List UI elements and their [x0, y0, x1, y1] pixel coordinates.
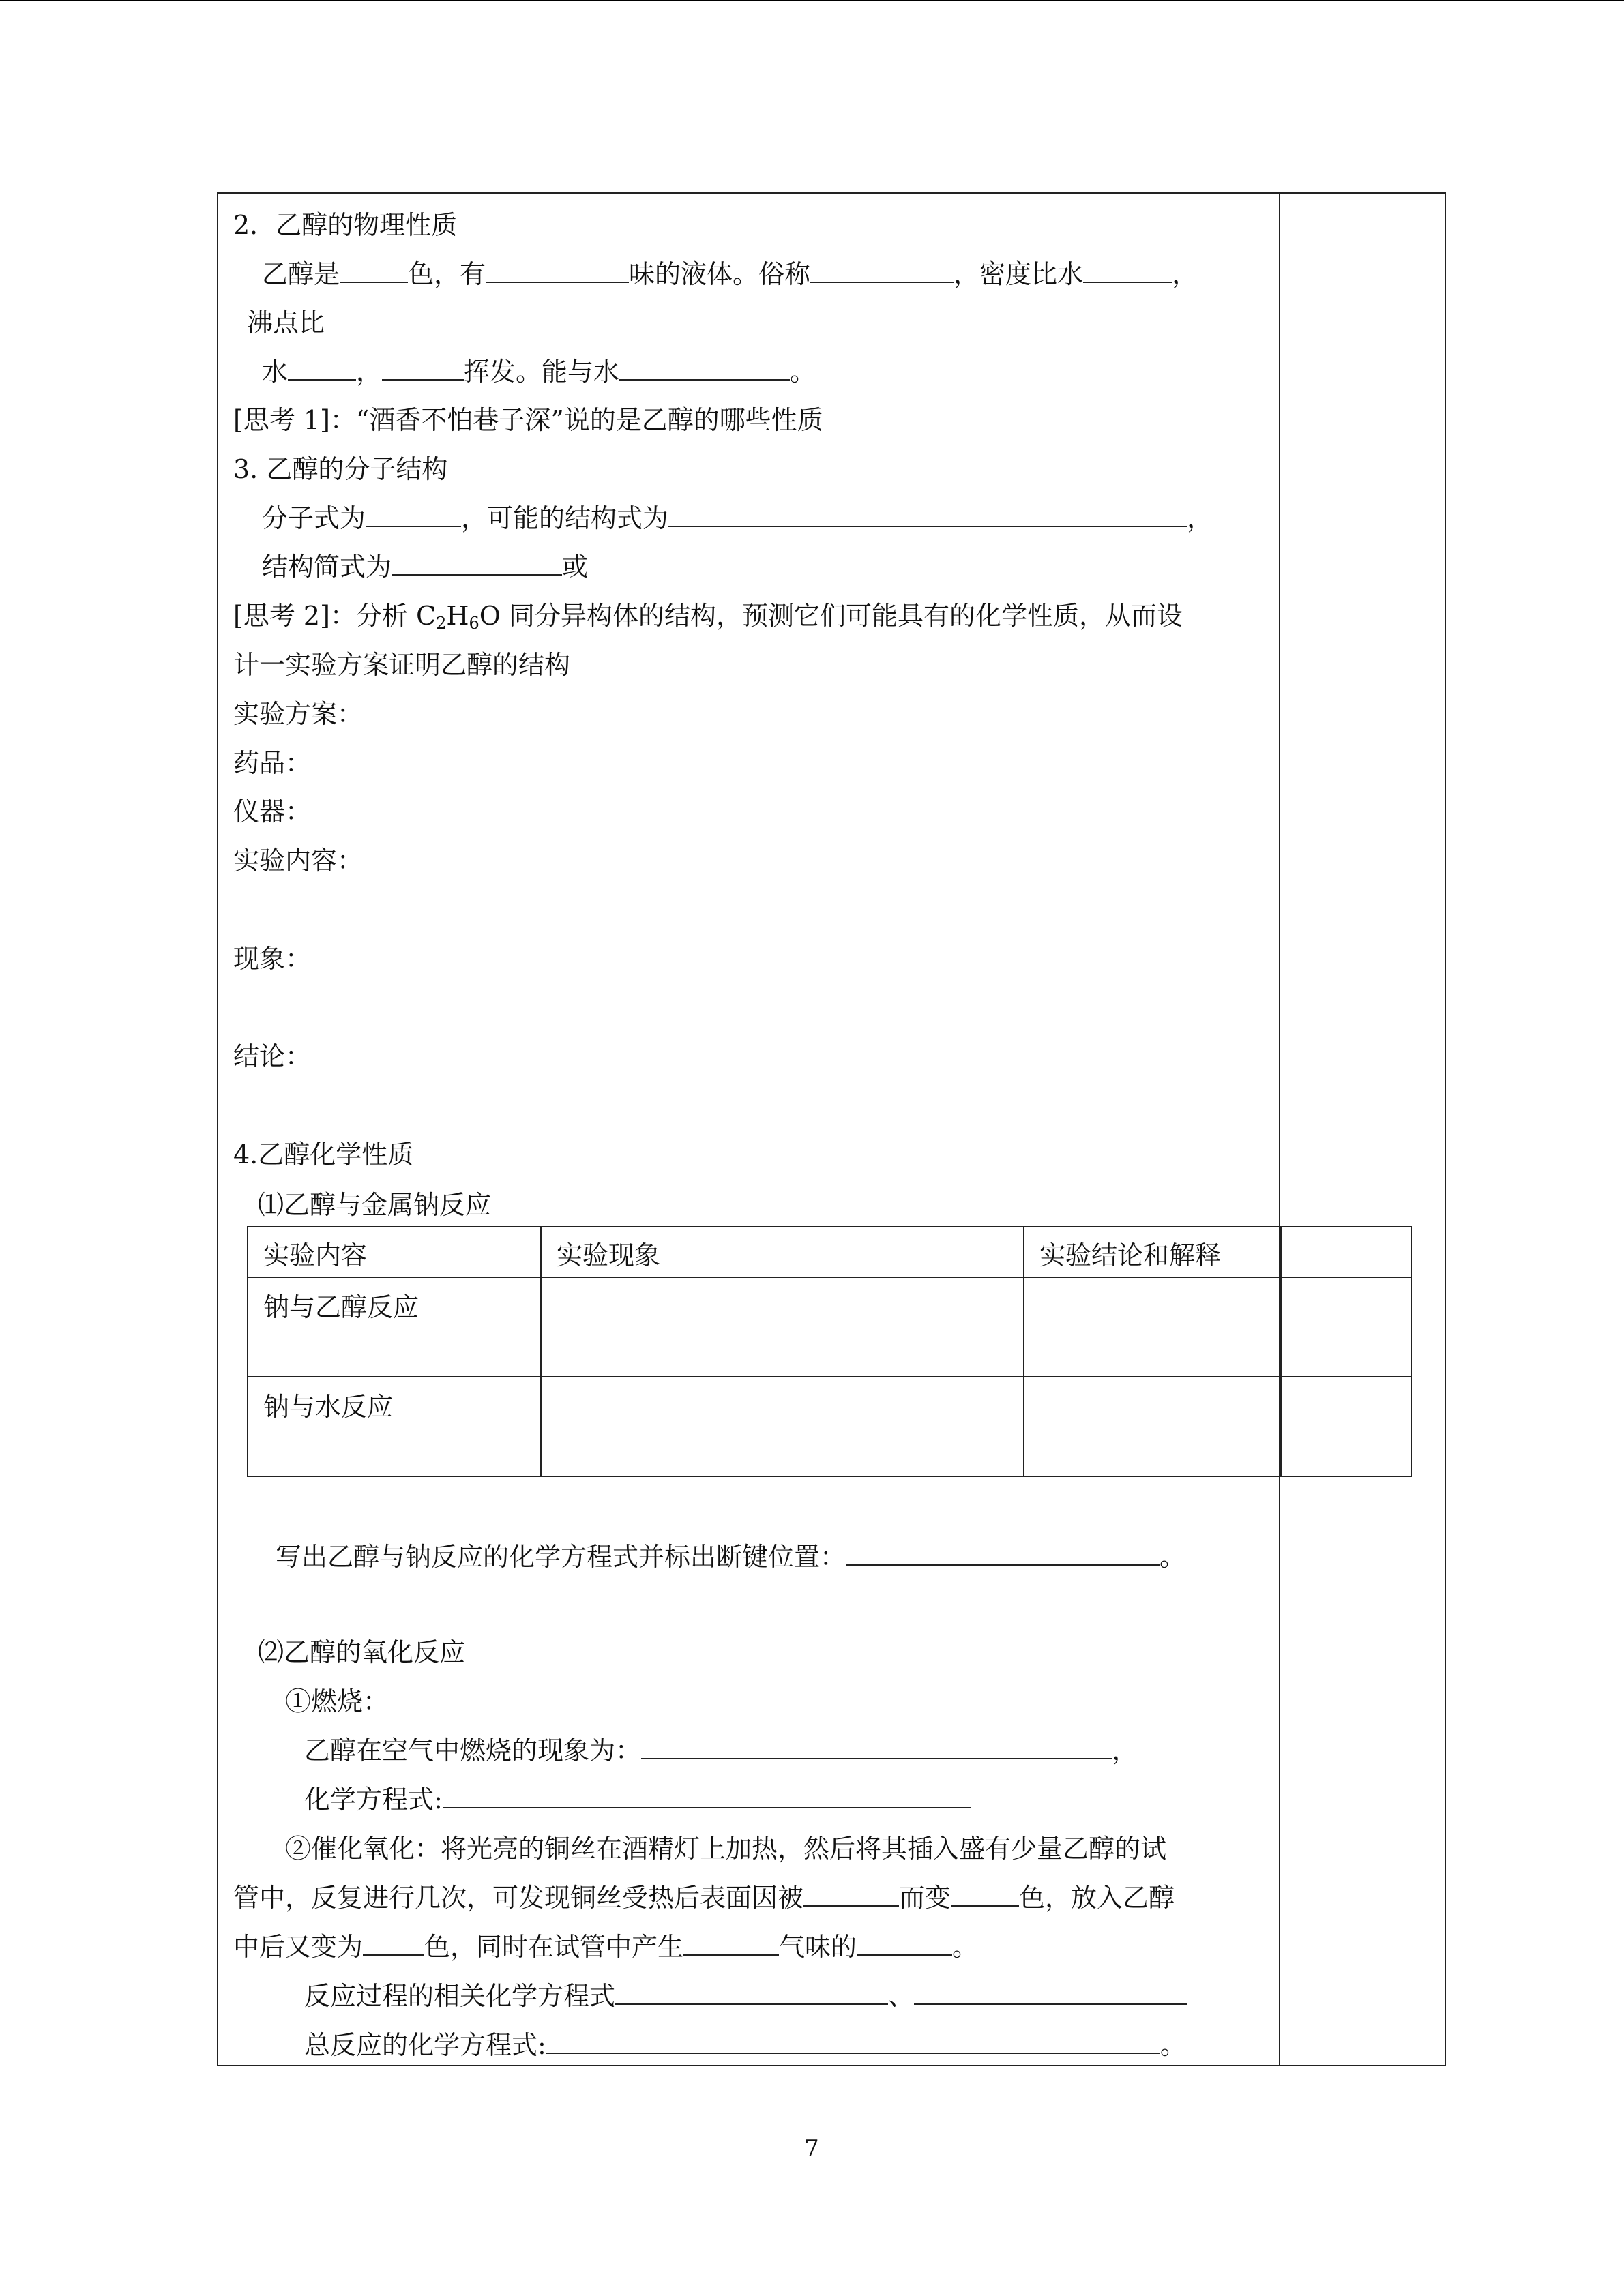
text: 色，同时在试管中产生 — [424, 1932, 684, 1962]
experiment-scheme-label: 实验方案： — [233, 699, 364, 729]
phenomenon-label: 现象： — [233, 944, 312, 974]
header-cell: 实验内容 — [248, 1227, 541, 1277]
blank-smell[interactable] — [486, 257, 629, 283]
physical-properties-line-3 — [262, 355, 816, 389]
text: 管中，反复进行几次，可发现铜丝受热后表面因被 — [233, 1883, 804, 1913]
catalytic-oxidation-line-3 — [233, 1930, 978, 1964]
oxidation-title: ⑵乙醇的氧化反应 — [258, 1637, 466, 1667]
equation-prompt — [276, 1540, 1185, 1574]
text: 。 — [1160, 2030, 1186, 2060]
drugs-label: 药品： — [233, 748, 312, 778]
instruments-label: 仪器： — [233, 796, 312, 826]
phenomenon-cell[interactable] — [541, 1277, 1024, 1377]
think-1: [思考 1]：“酒香不怕巷子深”说的是乙醇的哪些性质 — [233, 405, 823, 435]
blank-sodium-equation[interactable] — [846, 1540, 1160, 1566]
subscript: 6 — [469, 614, 479, 633]
catalytic-oxidation-line-2 — [233, 1881, 1175, 1915]
text: 、 — [888, 1981, 915, 2011]
row-content-cell: 钠与乙醇反应 — [248, 1277, 541, 1377]
margin-column-divider — [1279, 192, 1280, 2066]
blank-combustion-equation[interactable] — [443, 1783, 971, 1808]
text: 写出乙醇与钠反应的化学方程式并标出断键位置： — [276, 1542, 846, 1572]
text: ，密度比水 — [954, 259, 1084, 289]
blank-solubility[interactable] — [619, 355, 790, 381]
phenomenon-cell[interactable] — [541, 1377, 1024, 1476]
combustion-equation-line — [304, 1783, 971, 1817]
empty-cell — [1281, 1377, 1411, 1476]
sodium-reaction-table — [247, 1226, 1412, 1477]
empty-cell — [1281, 1277, 1411, 1377]
empty-cell — [1281, 1227, 1411, 1277]
think-2-line-2: 计一实验方案证明乙醇的结构 — [233, 650, 571, 680]
text: 。 — [790, 357, 816, 387]
text: 。 — [1160, 1542, 1186, 1572]
section-2-title: 2．乙醇的物理性质 — [233, 210, 458, 240]
blank-total-equation[interactable] — [546, 2028, 1160, 2054]
text: 水 — [262, 357, 289, 387]
top-border-line — [0, 0, 1624, 1]
physical-properties-line-1 — [262, 257, 1198, 291]
blank-smell-type[interactable] — [683, 1930, 779, 1956]
header-cell: 实验结论和解释 — [1024, 1227, 1281, 1277]
text: 化学方程式: — [304, 1785, 443, 1815]
molecular-structure-line-2 — [262, 550, 588, 584]
text: ， — [1112, 1735, 1138, 1765]
header-cell: 实验现象 — [541, 1227, 1024, 1277]
blank-combustion-phenomenon[interactable] — [641, 1733, 1112, 1759]
page-number: 7 — [804, 2135, 819, 2162]
row-content-cell: 钠与水反应 — [248, 1377, 541, 1476]
table-row — [248, 1277, 1411, 1377]
related-equations-line — [304, 1979, 1187, 2013]
text: 。 — [952, 1932, 979, 1962]
table-header-row — [248, 1227, 1411, 1277]
blank-color-in-ethanol[interactable] — [363, 1930, 424, 1956]
blank-boiling-point[interactable] — [288, 355, 356, 381]
blank-common-name[interactable] — [810, 257, 954, 283]
molecular-structure-line-1 — [262, 501, 1213, 535]
text: ， — [1187, 503, 1213, 533]
blank-equation-1[interactable] — [615, 1979, 888, 2005]
text: 而变 — [899, 1883, 951, 1913]
text: 分子式为 — [262, 503, 366, 533]
text: O 同分异构体的结构，预测它们可能具有的化学性质，从而设 — [479, 601, 1183, 631]
text: 乙醇在空气中燃烧的现象为： — [304, 1735, 642, 1765]
blank-product[interactable] — [857, 1930, 952, 1956]
blank-oxidized-by[interactable] — [803, 1881, 899, 1907]
section-3-title: 3. 乙醇的分子结构 — [233, 454, 448, 484]
blank-structural-formula[interactable] — [668, 501, 1187, 527]
conclusion-cell[interactable] — [1024, 1277, 1281, 1377]
text: 结构简式为 — [262, 552, 392, 582]
text: 或 — [562, 552, 589, 582]
conclusion-label: 结论： — [233, 1041, 312, 1071]
text: 味的液体。俗称 — [629, 259, 811, 289]
blank-volatility[interactable] — [382, 355, 464, 381]
experiment-content-label: 实验内容： — [233, 846, 364, 876]
catalytic-oxidation-line-1: ②催化氧化：将光亮的铜丝在酒精灯上加热，然后将其插入盛有少量乙醇的试 — [285, 1834, 1167, 1864]
table-row — [248, 1377, 1411, 1476]
text: [思考 2]：分析 C — [233, 601, 437, 631]
text: ，可能的结构式为 — [461, 503, 669, 533]
subscript: 2 — [436, 614, 447, 633]
text: 总反应的化学方程式: — [304, 2030, 546, 2060]
total-equation-line — [304, 2028, 1186, 2062]
text: 乙醇是 — [262, 259, 340, 289]
sodium-reaction-title: ⑴乙醇与金属钠反应 — [258, 1190, 492, 1220]
section-4-title: 4.乙醇化学性质 — [233, 1139, 414, 1169]
blank-density[interactable] — [1083, 257, 1172, 283]
blank-equation-2[interactable] — [914, 1979, 1187, 2005]
blank-simplified-formula[interactable] — [392, 550, 562, 576]
blank-molecular-formula[interactable] — [366, 501, 461, 527]
text: 色，有 — [408, 259, 486, 289]
text: 反应过程的相关化学方程式 — [304, 1981, 616, 2011]
text: 挥发。能与水 — [464, 357, 620, 387]
physical-properties-line-2: 沸点比 — [247, 308, 325, 338]
think-2-line-1 — [233, 599, 1183, 633]
text: 色，放入乙醇 — [1019, 1883, 1175, 1913]
text: 气味的 — [779, 1932, 857, 1962]
text: ， — [356, 357, 383, 387]
text: 中后又变为 — [233, 1932, 364, 1962]
conclusion-cell[interactable] — [1024, 1377, 1281, 1476]
blank-color-after-heat[interactable] — [951, 1881, 1019, 1907]
blank-color[interactable] — [340, 257, 408, 283]
text: H — [446, 601, 469, 631]
combustion-phenomenon-line — [304, 1733, 1138, 1768]
text: ， — [1172, 259, 1198, 289]
combustion-label: ①燃烧： — [285, 1686, 389, 1716]
